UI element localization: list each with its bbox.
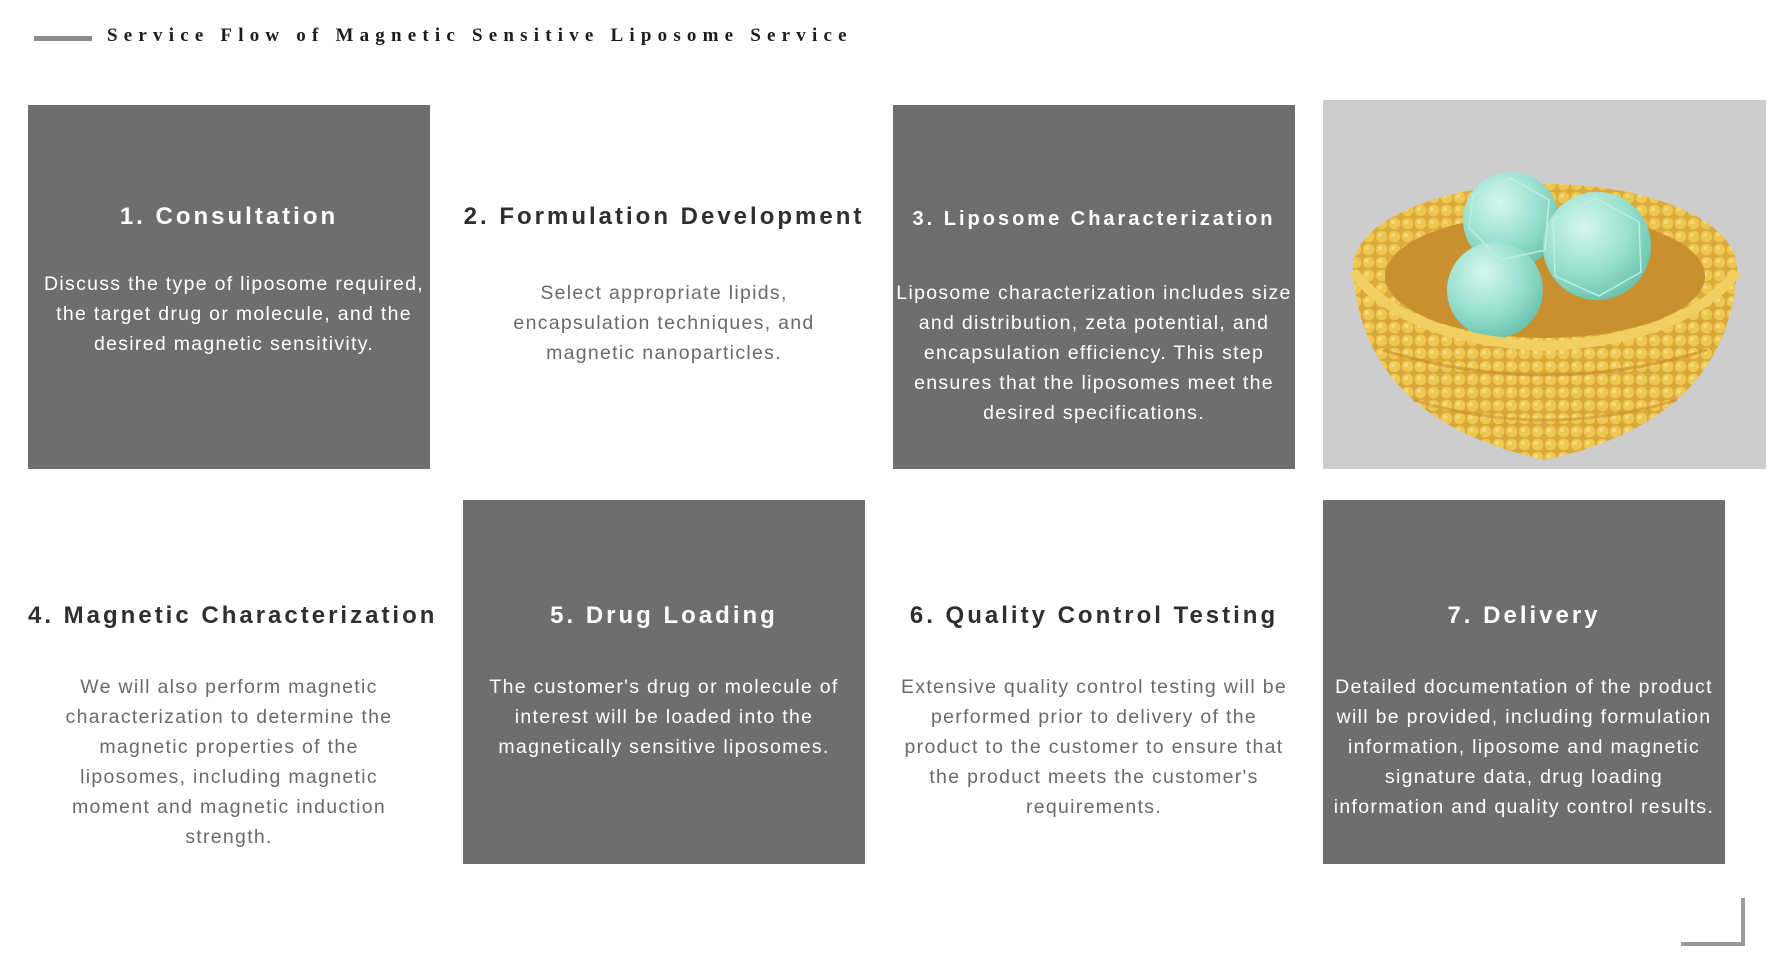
page-title: Service Flow of Magnetic Sensitive Liposome Service (107, 25, 853, 46)
step-card-drug-loading (463, 500, 865, 864)
step-title: 4. Magnetic Characterization (28, 602, 438, 629)
step-title: 1. Consultation (119, 203, 339, 230)
step-card-consultation (28, 105, 430, 469)
corner-decoration (1681, 898, 1745, 946)
step-card-formulation-development (463, 105, 865, 469)
step-card-liposome-characterization (893, 105, 1295, 469)
step-card-magnetic-characterization (28, 500, 438, 864)
liposome-icon (1323, 100, 1766, 469)
step-description: Extensive quality control testing will be performed prior to delivery of the product to the customer to ensure that the product meets the customer's requirements. (900, 676, 1288, 818)
step-title: 5. Drug Loading (550, 602, 778, 629)
step-title: 7. Delivery (1447, 602, 1601, 629)
step-card-quality-control-testing (893, 500, 1295, 864)
step-title: 2. Formulation Development (463, 203, 865, 230)
step-description: Detailed documentation of the product will be provided, including formulation information, liposome and magnetic signature data, drug loading information and quality control results. (1333, 676, 1715, 818)
step-description: We will also perform magnetic characterization to determine the magnetic properties of the liposomes, including magnetic moment and magnetic induction strength. (65, 676, 393, 848)
step-description: Select appropriate lipids, encapsulation techniques, and magnetic nanoparticles. (513, 282, 815, 364)
step-description: Discuss the type of liposome required, the target drug or molecule, and the desired magnetic sensitivity. (44, 273, 424, 355)
step-card-delivery (1323, 500, 1725, 864)
header-accent-bar (34, 36, 92, 41)
step-title: 3. Liposome Characterization (912, 208, 1276, 230)
step-description: The customer's drug or molecule of interest will be loaded into the magnetically sensitive liposomes. (489, 676, 839, 758)
step-title: 6. Quality Control Testing (909, 602, 1279, 629)
liposome-illustration (1323, 100, 1766, 469)
step-description: Liposome characterization includes size and distribution, zeta potential, and encapsulation efficiency. This step ensures that the liposomes meet the desired specifications. (896, 282, 1292, 424)
